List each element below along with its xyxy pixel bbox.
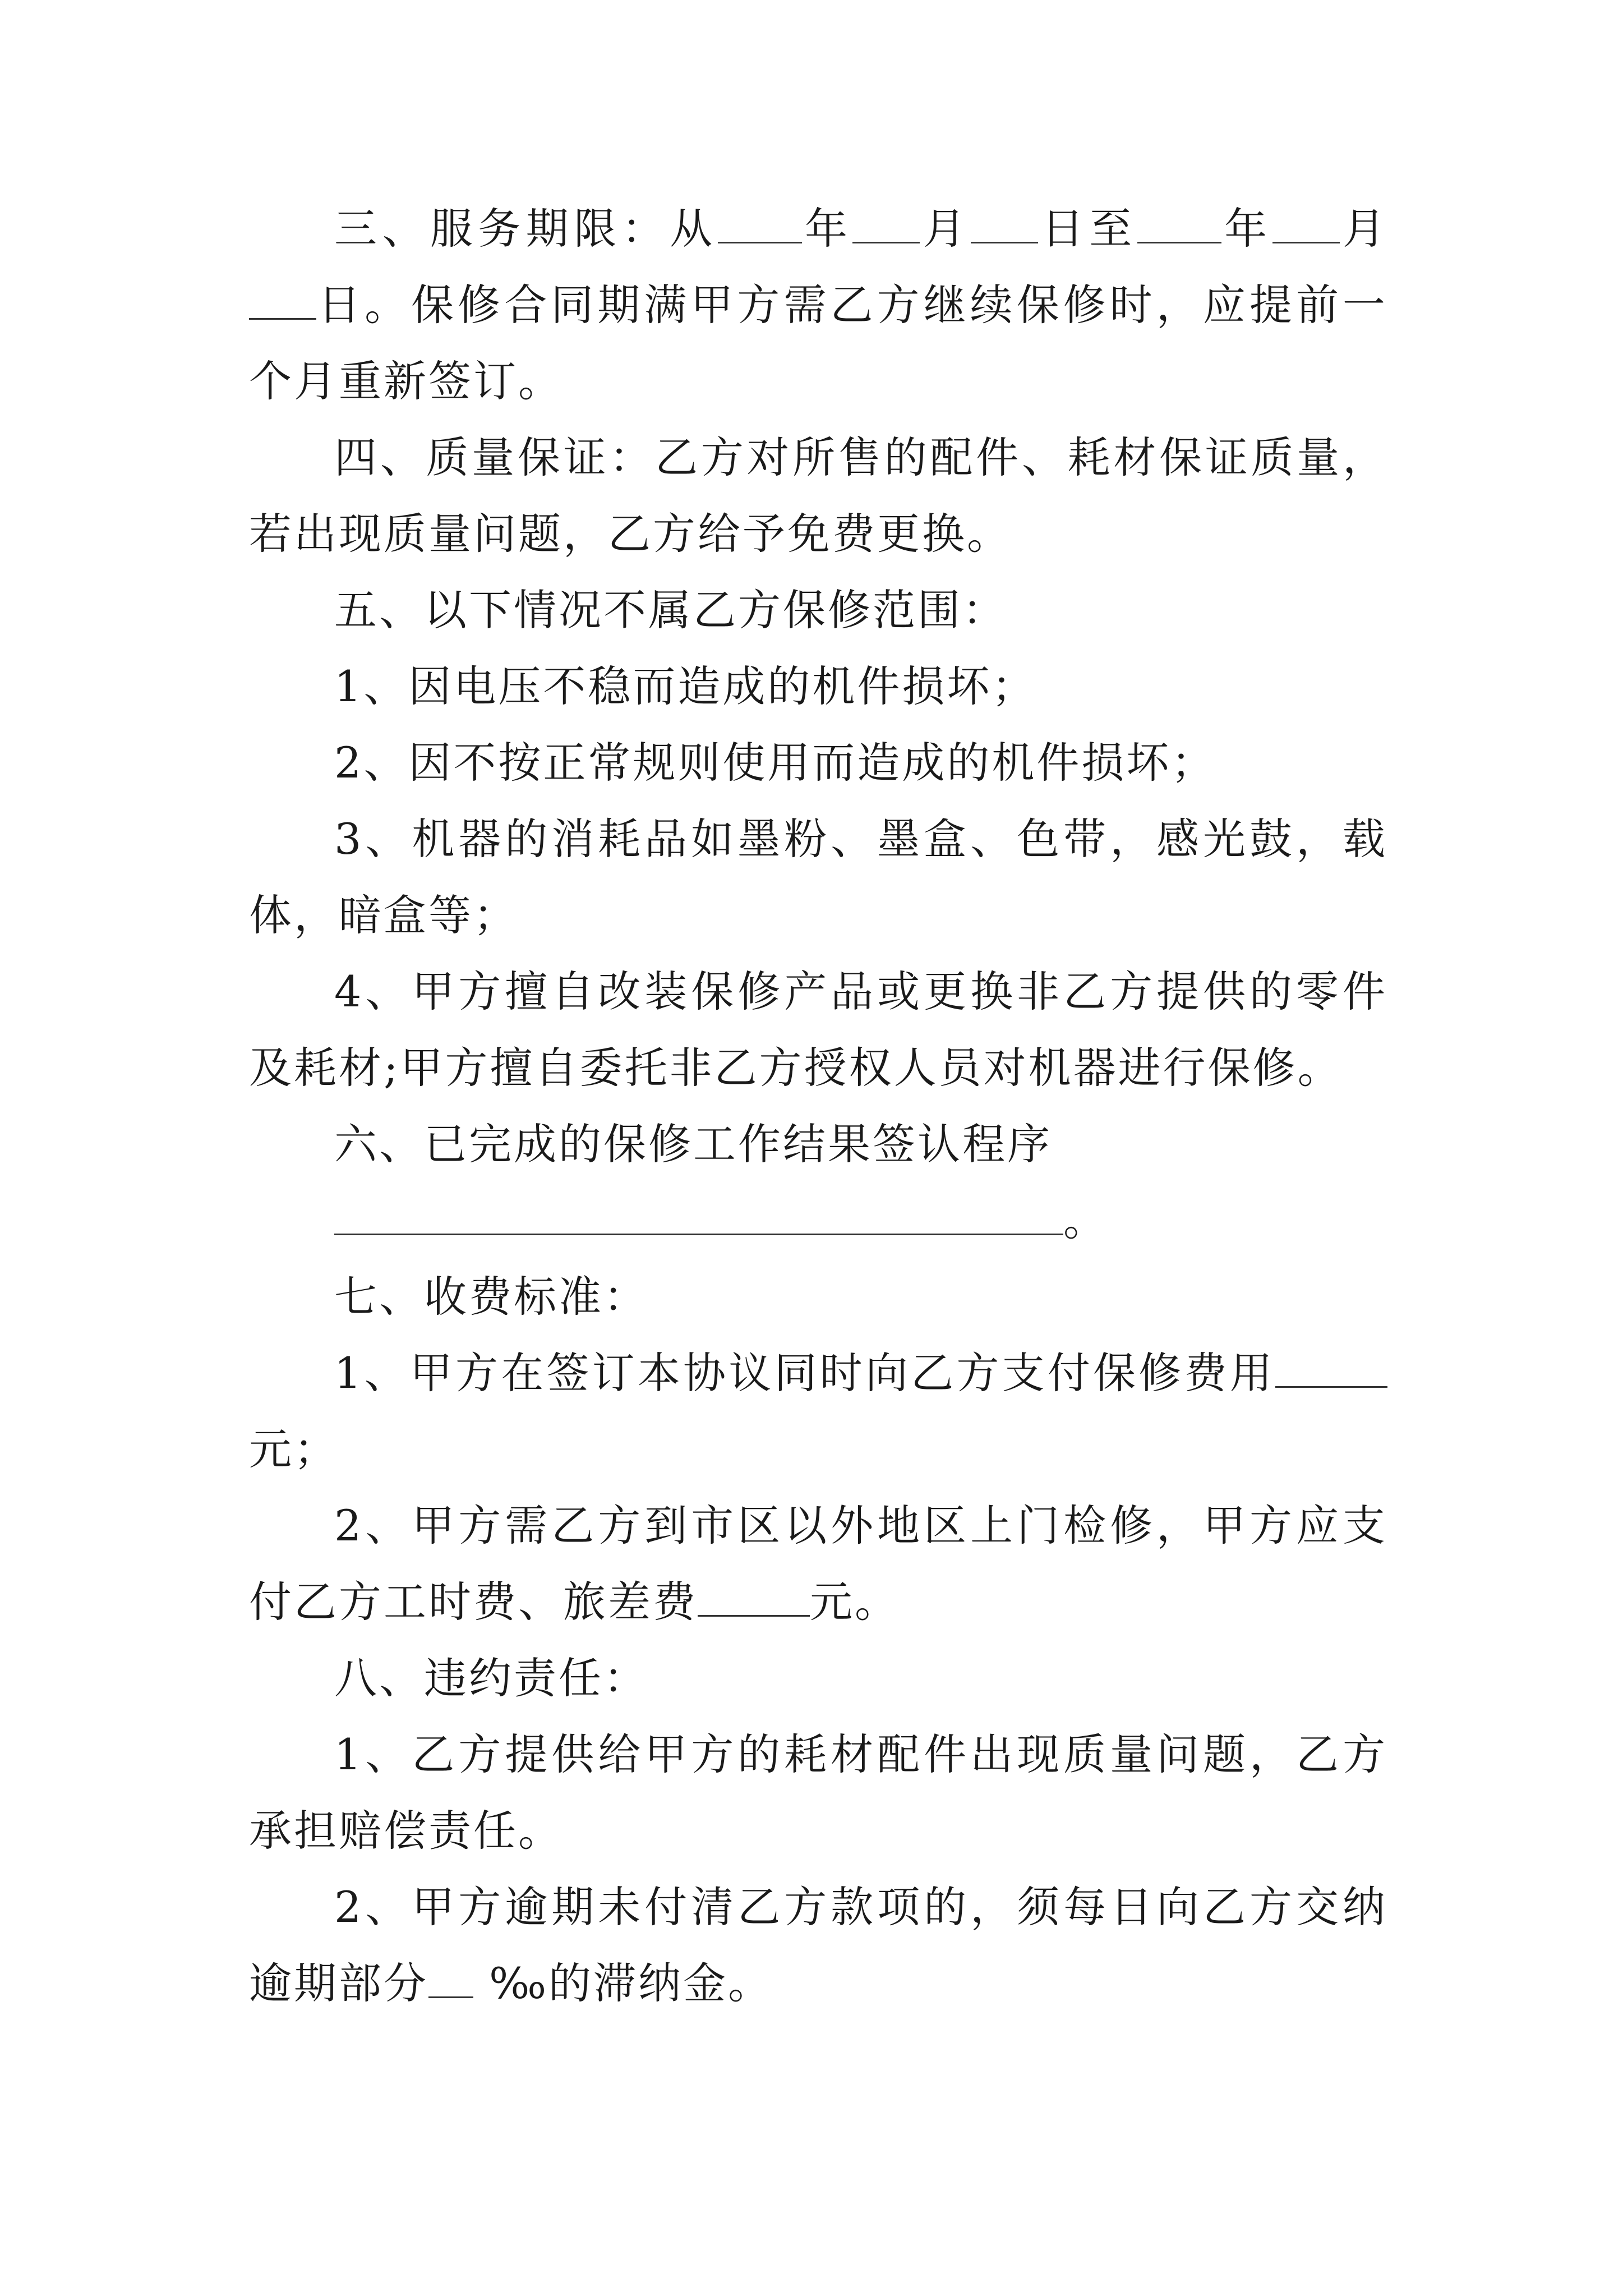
section-5-item-2: 2、因不按正常规则使用而造成的机件损坏； xyxy=(334,738,1216,788)
section-8-item-1: 1、乙方提供给甲方的耗材配件出现质量问题，乙方承担赔偿责任。 xyxy=(249,1729,1387,1856)
section-6-signoff-line xyxy=(249,1182,1387,1259)
section-5-heading: 五、以下情况不属乙方保修范围： xyxy=(334,585,1007,635)
end-month-blank xyxy=(1272,203,1340,243)
late-fee-text: 2、甲方逾期未付清乙方款项的，须每日向乙方交纳逾期部分 xyxy=(249,1882,1387,2008)
section-4-quality-guarantee: 四、质量保证：乙方对所售的配件、耗材保证质量，若出现质量问题，乙方给予免费更换。 xyxy=(249,432,1387,559)
yuan-label: 元。 xyxy=(810,1577,900,1627)
month-label: 月 xyxy=(920,204,971,254)
day-to-label: 日至 xyxy=(1038,204,1137,254)
section-8-heading: 八、违约责任： xyxy=(334,1653,648,1703)
late-fee-unit: ‰的滞纳金。 xyxy=(473,1958,773,2008)
section-7-item-2 xyxy=(249,1488,1387,1640)
signoff-end-mark: 。 xyxy=(1063,1195,1108,1245)
contract-body xyxy=(249,191,1387,2022)
maintenance-fee-text: 1、甲方在签订本协议同时向乙方支付保修费用 xyxy=(334,1348,1275,1398)
end-day-blank xyxy=(249,279,316,320)
section-6-heading: 六、已完成的保修工作结果签认程序 xyxy=(334,1119,1052,1169)
maintenance-fee-blank xyxy=(1275,1347,1387,1388)
section-5-item-1: 1、因电压不稳而造成的机件损坏； xyxy=(334,661,1037,711)
signoff-procedure-blank xyxy=(334,1194,1063,1235)
start-day-blank xyxy=(971,203,1038,243)
service-period-label: 三、服务期限：从 xyxy=(334,204,718,254)
start-month-blank xyxy=(852,203,920,243)
travel-fee-blank xyxy=(698,1576,810,1617)
section-3-service-period xyxy=(249,191,1387,420)
end-year-blank xyxy=(1137,203,1221,243)
year-label: 年 xyxy=(801,204,853,254)
late-fee-rate-blank xyxy=(428,1957,473,1998)
section-7-heading: 七、收费标准： xyxy=(334,1272,648,1322)
section-7-item-1 xyxy=(249,1335,1387,1488)
section-8-item-2 xyxy=(249,1869,1387,2022)
section-5-item-4: 4、甲方擅自改装保修产品或更换非乙方提供的零件及耗材;甲方擅自委托非乙方授权人员对机器进行保修。 xyxy=(249,967,1387,1093)
section-5-item-3: 3、机器的消耗品如墨粉、墨盒、色带，感光鼓，载体，暗盒等； xyxy=(249,814,1387,940)
travel-fee-text: 2、甲方需乙方到市区以外地区上门检修，甲方应支付乙方工时费、旅差费 xyxy=(249,1501,1387,1627)
renewal-text: 日。保修合同期满甲方需乙方继续保修时，应提前一个月重新签订。 xyxy=(249,280,1387,406)
month-label: 月 xyxy=(1339,204,1388,254)
start-year-blank xyxy=(718,203,802,243)
yuan-label: 元； xyxy=(249,1424,339,1474)
year-label: 年 xyxy=(1221,204,1272,254)
